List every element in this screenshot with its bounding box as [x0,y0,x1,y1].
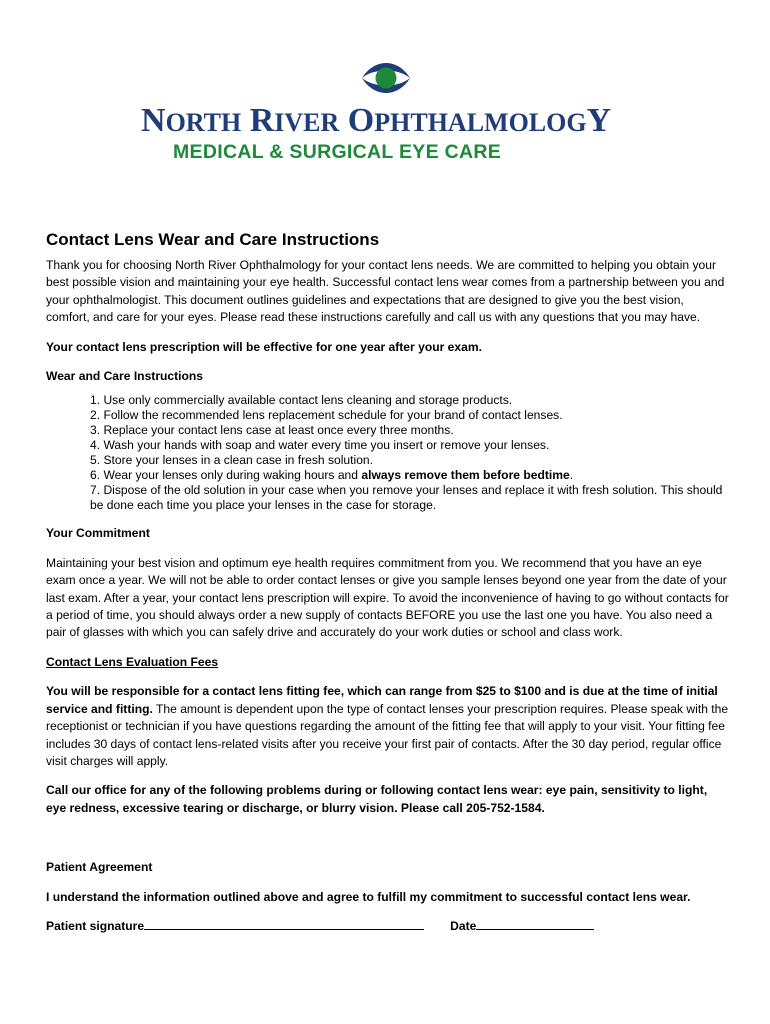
date-label: Date [450,918,477,933]
eye-logo-icon [358,56,414,100]
list-item-text: 6. Wear your lenses only during waking hours and [90,468,362,483]
fees-paragraph [46,683,730,770]
practice-tagline: MEDICAL & SURGICAL EYE CARE [173,141,502,163]
fees-emphasis: You will be responsible for a contact lens fitting fee, which can range from $25 to $100 and is due at the time of initial service and fitting. [46,684,718,716]
fees-heading: Contact Lens Evaluation Fees [46,654,219,669]
practice-name: NORTH RIVER OPHTHALMOLOGY [141,102,612,139]
instruction-list [46,393,730,513]
date-field[interactable] [476,918,594,930]
list-item: 3. Replace your contact lens case at least once every three months. [90,423,454,438]
list-item: 1. Use only commercially available contact lens cleaning and storage products. [90,393,513,408]
bedtime-emphasis: always remove them before bedtime [361,468,570,483]
commitment-paragraph: Maintaining your best vision and optimum eye health requires commitment from you. We recommend that you have an eye exam once a year. We will not be able to order contact lenses or give you sample lenses beyond one year from the date of your last exam. After a year, your contact lens prescription will expire. To avoid the inconvenience of having to go without contacts for a period of time, you should always order a new supply of contacts BEFORE you use the last one you have. You also need a pair of glasses with which you can safely drive and accurately do your work duties or school and class work. [46,555,729,640]
page-title: Contact Lens Wear and Care Instructions [46,230,380,249]
practice-logo [0,50,770,170]
signature-field[interactable] [144,918,424,930]
agreement-heading: Patient Agreement [46,860,153,875]
intro-paragraph: Thank you for choosing North River Ophthalmology for your contact lens needs. We are committed to helping you obtain your best possible vision and maintaining your eye health. Successful contact lens wear comes from a partnership between you and your ophthalmologist. This document outlines guidelines and expectations that are designed to give you the best vision, comfort, and care for your eyes. Please read these instructions carefully and call us with any questions that you may have. [46,258,725,325]
agreement-statement: I understand the information outlined above and agree to fulfill my commitment to successful contact lens wear. [46,889,691,904]
signature-row [46,918,730,935]
wear-care-heading: Wear and Care Instructions [46,369,204,384]
document-body [46,229,730,935]
list-item-text: . [569,468,574,483]
list-item: 5. Store your lenses in a clean case in fresh solution. [90,453,374,468]
signature-label: Patient signature [46,918,145,933]
list-item: 2. Follow the recommended lens replacement schedule for your brand of contact lenses. [90,408,563,423]
list-item [90,468,730,483]
list-item: 4. Wash your hands with soap and water every time you insert or remove your lenses. [90,438,550,453]
list-item: 7. Dispose of the old solution in your case when you remove your lenses and replace it with fresh solution. This should be done each time you place your lenses in the case for storage. [90,483,723,513]
call-office-note: Call our office for any of the following problems during or following contact lens wear: eye pain, sensitivity to light, eye redness, excessive tearing or discharge, or blurry vision. Please call 205-752-1584. [46,783,708,815]
fees-details: The amount is dependent upon the type of contact lenses your prescription requires. Please speak with the receptionist or technician if you have questions regarding the amount of the fitting fee that will apply to your visit. Your fitting fee includes 30 days of contact lens-related visits after you receive your first pair of contacts. After the 30 day period, regular office visit charges will apply. [46,701,729,768]
commitment-heading: Your Commitment [46,526,150,541]
prescription-note: Your contact lens prescription will be effective for one year after your exam. [46,339,482,354]
